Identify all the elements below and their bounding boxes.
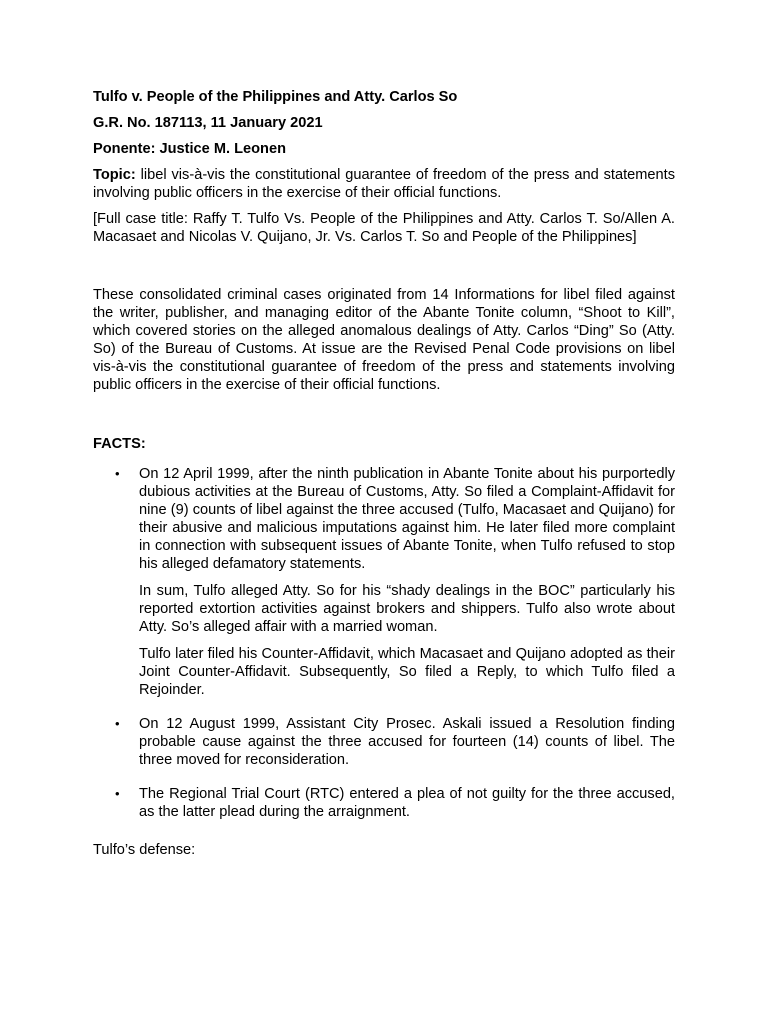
fact-text: On 12 August 1999, Assistant City Prosec. Askali issued a Resolution finding probable cause against the three accused for fourteen (14) counts of libel. The three moved for reconsideration. <box>139 716 675 768</box>
bullet-icon: • <box>115 466 120 481</box>
fact-text: On 12 April 1999, after the ninth publication in Abante Tonite about his purportedly dubious activities at the Bureau of Customs, Atty. So filed a Complaint-Affidavit for nine (9) counts of libel against the three accused (Tulfo, Macasaet and Quijano) for their abusive and malicious imputations against him. He later filed more complaint in connection with subsequent issues of Abante Tonite, when Tulfo refused to stop his alleged defamatory statements. <box>139 466 675 572</box>
facts-heading: FACTS: <box>93 436 146 452</box>
topic-label: Topic: <box>93 167 136 183</box>
intro-paragraph: These consolidated criminal cases originated from 14 Informations for libel filed against the writer, publisher, and managing editor of the Abante Tonite column, “Shoot to Kill”, which covered stories on the alleged anomalous dealings of Atty. Carlos “Ding” So (Atty. So) of the Bureau of Customs. At issue are the Revised Penal Code provisions on libel vis-à-vis the constitutional guarantee of freedom of the press and statements involving public officers in the exercise of their official functions. <box>93 287 675 393</box>
fact-text: The Regional Trial Court (RTC) entered a plea of not guilty for the three accused, as the latter plead during the arraignment. <box>139 786 675 820</box>
full-case-title: [Full case title: Raffy T. Tulfo Vs. People of the Philippines and Atty. Carlos T. So/Allen A. Macasaet and Nicolas V. Quijano, Jr. Vs. Carlos T. So and People of the Philippines] <box>93 211 675 245</box>
gr-number: G.R. No. 187113, 11 January 2021 <box>93 115 323 131</box>
defense-heading: Tulfo’s defense: <box>93 842 196 858</box>
list-item <box>93 785 675 821</box>
list-item <box>93 465 675 699</box>
bullet-icon: • <box>115 716 120 731</box>
topic-paragraph <box>93 166 675 202</box>
ponente: Ponente: Justice M. Leonen <box>93 141 286 157</box>
bullet-icon: • <box>115 786 120 801</box>
case-title: Tulfo v. People of the Philippines and Atty. Carlos So <box>93 89 458 105</box>
document-page <box>93 88 675 859</box>
facts-list <box>93 465 675 821</box>
fact-subparagraph: In sum, Tulfo alleged Atty. So for his “shady dealings in the BOC” particularly his reported extortion activities against brokers and shippers. Tulfo also wrote about Atty. So’s alleged affair with a married woman. <box>139 583 675 635</box>
list-item <box>93 715 675 769</box>
fact-subparagraph: Tulfo later filed his Counter-Affidavit, which Macasaet and Quijano adopted as their Joint Counter-Affidavit. Subsequently, So filed a Reply, to which Tulfo filed a Rejoinder. <box>139 646 675 698</box>
topic-text: libel vis-à-vis the constitutional guarantee of freedom of the press and statements involving public officers in the exercise of their official functions. <box>93 167 675 201</box>
